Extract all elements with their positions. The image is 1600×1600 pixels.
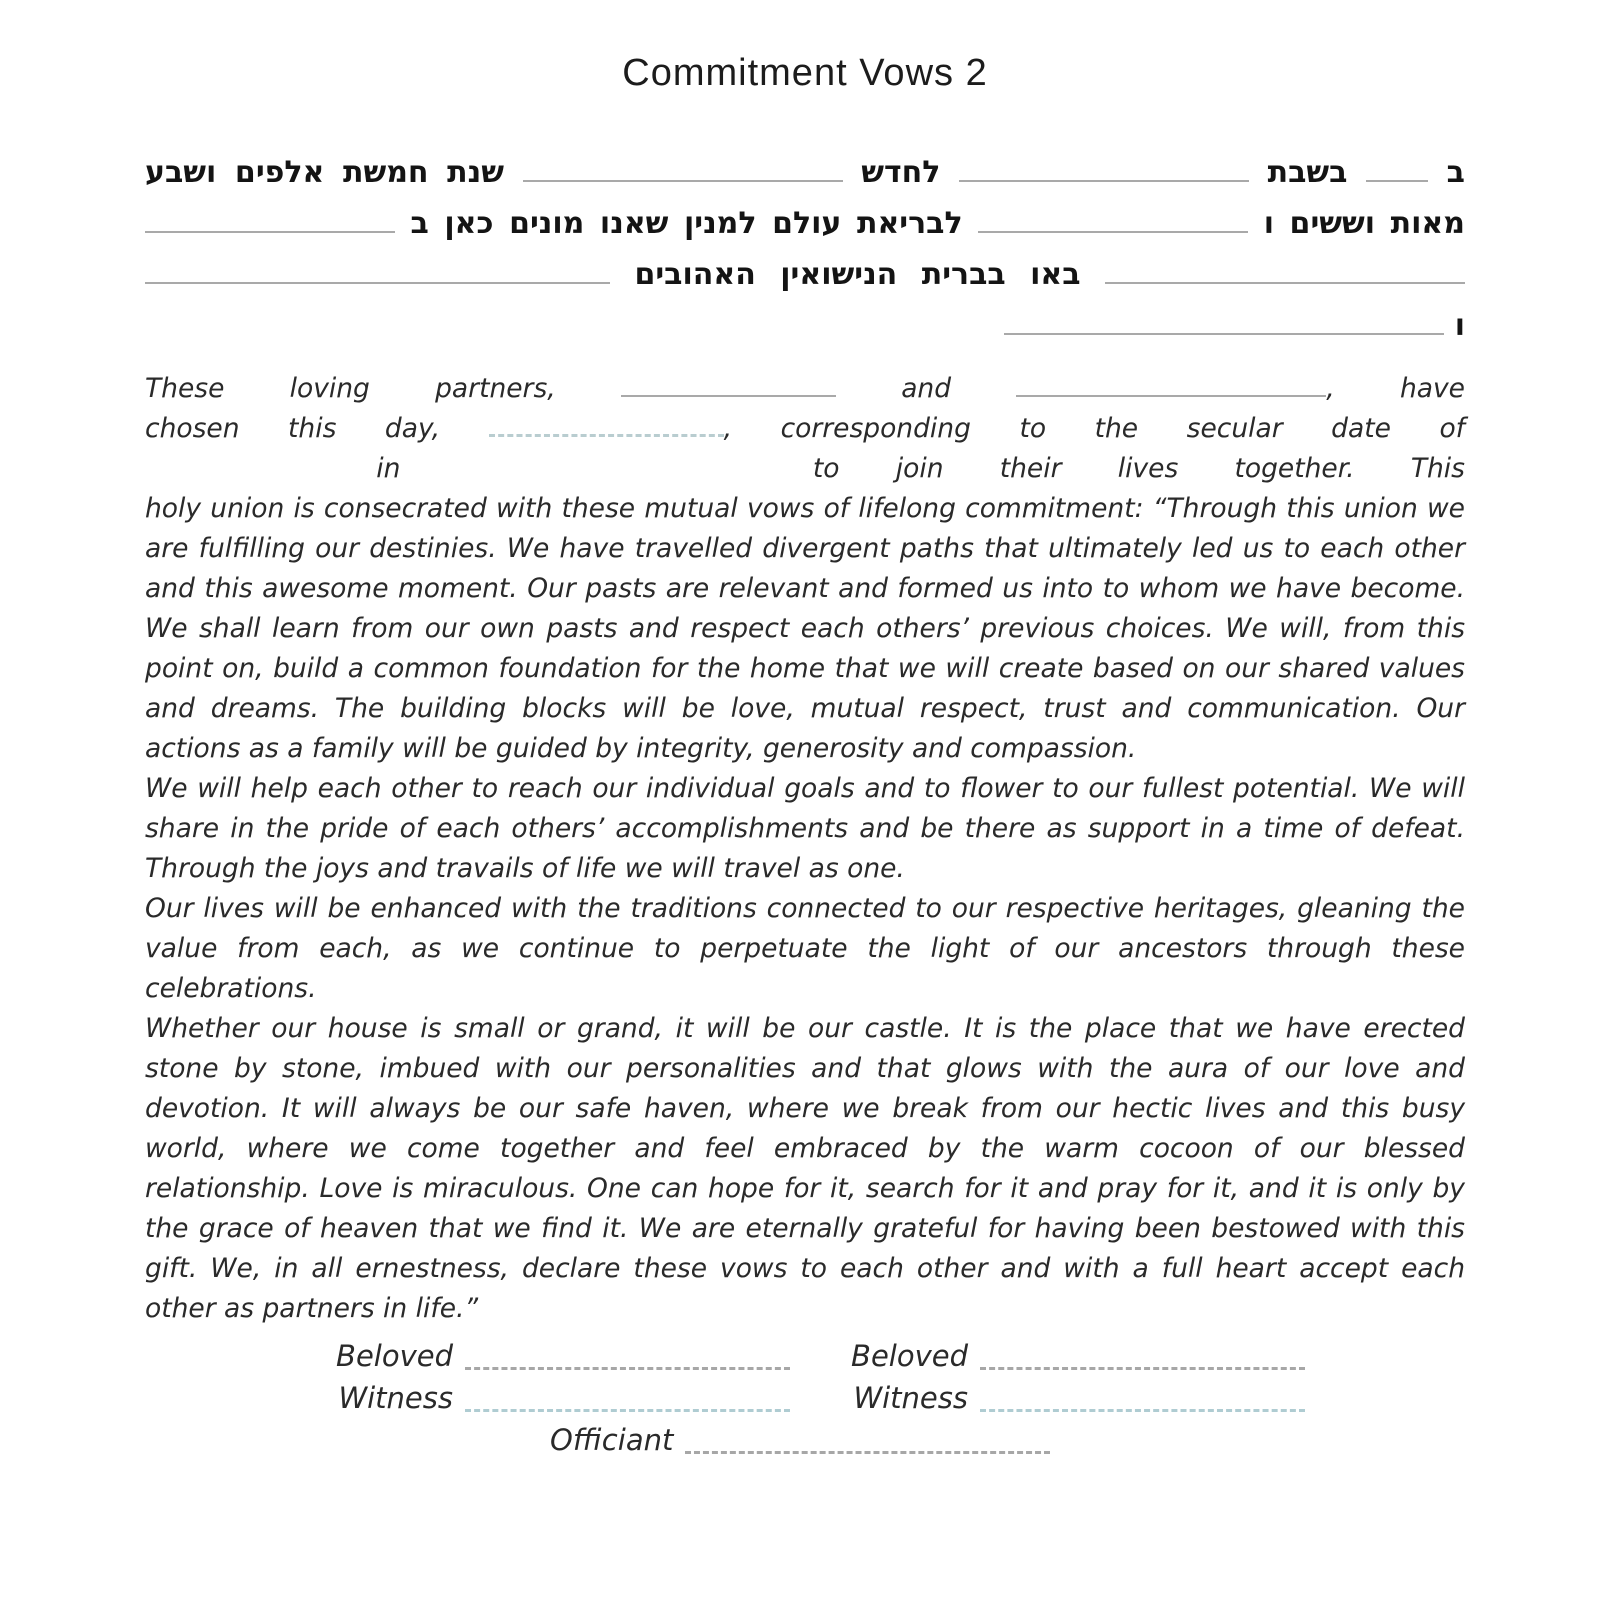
officiant-signature [550, 1419, 1050, 1461]
fill-in-blank-hebrew-date[interactable] [489, 409, 724, 437]
hebrew-text-of-week: בשבת [1267, 155, 1348, 190]
hebrew-text-vav: ו [1454, 308, 1465, 343]
hebrew-text-year: שנת חמשת אלפים ושבע [145, 155, 504, 190]
fill-in-blank-partner-2-hebrew[interactable] [145, 254, 610, 285]
fill-in-gap-secular-date[interactable] [145, 451, 320, 478]
vow-text: , corresponding to the secular date of [723, 413, 1465, 445]
hebrew-text-day-prefix: ב [1446, 155, 1465, 190]
witness-1-signature [295, 1377, 790, 1419]
officiant-signature-row [295, 1419, 1305, 1461]
fill-in-blank-partner-name[interactable] [1004, 305, 1444, 336]
witness-2-signature [810, 1377, 1305, 1419]
signature-section [295, 1335, 1305, 1461]
beloved-1-signature-line[interactable] [465, 1335, 790, 1370]
beloved-signature-row [295, 1335, 1305, 1377]
beloved-2-signature [810, 1335, 1305, 1377]
hebrew-text-covenant: באו בברית הנישואין האהובים [634, 257, 1081, 292]
vow-paragraph-2: We will help each other to reach our individual goals and to flower to our fullest potential. We will share in the pride of each others’ accomplishments and be there as support in a time of defeat. Through the joys and travails of life we will travel as one. [145, 773, 1465, 885]
witness-1-label: Witness [338, 1381, 453, 1416]
fill-in-blank-month[interactable] [523, 152, 843, 183]
fill-in-gap-location[interactable] [457, 451, 757, 478]
hebrew-date-line-4 [145, 300, 1465, 351]
hebrew-date-line-3 [145, 249, 1465, 300]
fill-in-blank-place[interactable] [145, 203, 395, 234]
beloved-2-label: Beloved [851, 1339, 968, 1374]
vow-text: to join their lives together. This [812, 453, 1465, 485]
page-title: Commitment Vows 2 [622, 52, 988, 94]
vow-paragraph-3: Our lives will be enhanced with the traditions connected to our respective heritages, gleaning the value from each, as we continue to perpetuate the light of our ancestors through these celebrations. [145, 893, 1465, 1005]
vow-text: These loving partners, [145, 373, 556, 404]
fill-in-blank-partner-1-hebrew[interactable] [1105, 254, 1465, 285]
fill-in-blank-weekday[interactable] [1366, 152, 1428, 183]
vow-paragraph-1: holy union is consecrated with these mutual vows of lifelong commitment: “Through this union we are fulfilling our destinies. We have travelled divergent paths that ultimately led us to each other and this awesome moment. Our pasts are relevant and formed us into to whom we have become. We shall learn from our own pasts and respect each others’ previous choices. We will, from this point on, build a common foundation for the home that we will create based on our shared values and dreams. The building blocks will be love, mutual respect, trust and communication. Our actions as a family will be guided by integrity, generosity and compassion. [145, 493, 1465, 765]
witness-2-signature-line[interactable] [980, 1377, 1305, 1412]
witness-signature-row [295, 1377, 1305, 1419]
beloved-1-label: Beloved [336, 1339, 453, 1374]
vow-text: in [376, 453, 401, 485]
hebrew-text-hundreds: מאות וששים ו [1263, 206, 1465, 241]
witness-2-label: Witness [853, 1381, 968, 1416]
vows-section [145, 369, 1465, 1329]
hebrew-date-line-1 [145, 147, 1465, 198]
hebrew-text-of-month: לחדש [861, 155, 941, 190]
vow-paragraph-4: Whether our house is small or grand, it will be our castle. It is the place that we have erected stone by stone, imbued with our personalities and that glows with the aura of our love and devotion. It will always be our safe haven, where we break from our hectic lives and this busy world, where we come together and feel embraced by the warm cocoon of our blessed relationship. Love is miraculous. One can hope for it, search for it and pray for it, and it is only by the grace of heaven that we find it. We are eternally grateful for having been bestowed with this gift. We, in all ernestness, declare these vows to each other and with a full heart accept each other as partners in life.” [145, 1013, 1465, 1325]
hebrew-text-creation: לבריאת עולם למנין שאנו מונים כאן ב [410, 206, 963, 241]
officiant-label: Officiant [550, 1423, 674, 1458]
hebrew-date-section [145, 147, 1465, 351]
vow-line-3 [145, 449, 1465, 489]
beloved-2-signature-line[interactable] [980, 1335, 1305, 1370]
witness-1-signature-line[interactable] [465, 1377, 790, 1412]
officiant-signature-line[interactable] [685, 1419, 1050, 1454]
fill-in-blank-day[interactable] [959, 152, 1249, 183]
vow-line-1 [145, 369, 1465, 409]
beloved-1-signature [295, 1335, 790, 1377]
fill-in-blank-name-1[interactable] [621, 370, 836, 397]
fill-in-blank-name-2[interactable] [1016, 370, 1326, 397]
vow-text: and [901, 373, 952, 404]
hebrew-date-line-2 [145, 198, 1465, 249]
vow-text: , have [1326, 373, 1465, 404]
vow-line-2 [145, 409, 1465, 449]
fill-in-blank-year-count[interactable] [978, 203, 1248, 234]
vow-text: chosen this day, [145, 413, 441, 445]
